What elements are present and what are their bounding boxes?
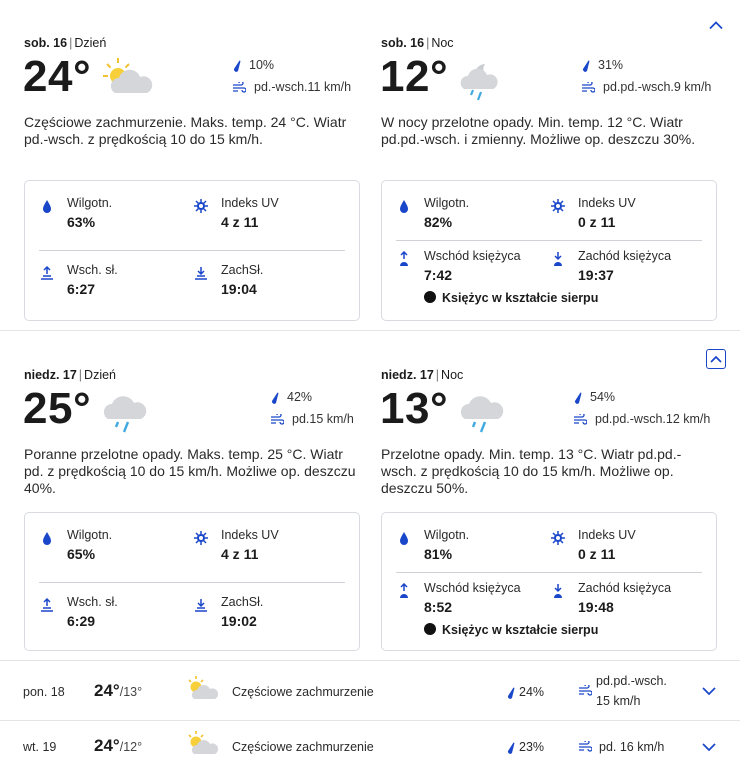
precip-chance: 10% [232, 58, 274, 72]
chevron-down-icon[interactable] [700, 738, 718, 756]
forecast-row-mon[interactable] [0, 661, 740, 719]
precip-chance: 54% [573, 390, 615, 404]
raindrop-icon [506, 687, 515, 699]
row-date: wt. 19 [23, 740, 57, 754]
day-section-sat [0, 0, 740, 330]
moon-phase-icon [424, 623, 436, 635]
wind-icon [581, 82, 595, 93]
partly-cloudy-sun-icon [186, 675, 220, 703]
humidity-icon [39, 530, 55, 546]
row-temps: 24°/12° [94, 736, 143, 755]
forecast-description: W nocy przelotne opady. Min. temp. 12 °C. Wiatr pd.pd.-wsch. i zmienny. Możliwe op. deszczu 30%. [381, 114, 696, 147]
forecast-description: Przelotne opady. Min. temp. 13 °C. Wiatr pd.pd.-wsch. z prędkością 10 do 15 km/h. Możliwe op. deszczu 50%. [381, 446, 682, 496]
details-card: Wilgotn. 82% Indeks UV 0 z 11 Wschód księżyca 7:42 Zachód księżyca 19:37 Księżyc w kształcie sierpu [381, 180, 717, 321]
raindrop-icon [232, 60, 241, 72]
wind-icon [270, 414, 284, 425]
temperature: 25° [23, 384, 92, 433]
row-wind: pd.pd.-wsch. 15 km/h [596, 674, 667, 708]
wind-info: pd.pd.-wsch.12 km/h [573, 412, 710, 426]
moonset-icon [550, 583, 566, 599]
card-divider [396, 572, 702, 573]
row-condition: Częściowe zachmurzenie [232, 740, 374, 754]
collapse-button[interactable] [706, 349, 726, 369]
partly-cloudy-sun-icon [102, 56, 154, 102]
sunrise-icon [39, 597, 55, 613]
raindrop-icon [270, 392, 279, 404]
temperature: 24° [23, 52, 92, 101]
forecast-row-tue[interactable] [0, 721, 740, 768]
night-cloud-rain-icon [459, 56, 511, 102]
row-date: pon. 18 [23, 685, 65, 699]
details-card: Wilgotn. 63% Indeks UV 4 z 11 Wsch. sł. 6:27 ZachSł. 19:04 [24, 180, 360, 321]
day-panel [24, 368, 360, 668]
uv-sun-icon [193, 530, 209, 546]
night-panel [381, 36, 717, 336]
row-condition: Częściowe zachmurzenie [232, 685, 374, 699]
forecast-description: Częściowe zachmurzenie. Maks. temp. 24 °C. Wiatr pd.-wsch. z prędkością 10 do 15 km/h. [24, 114, 347, 147]
wind-info: pd.pd.-wsch.9 km/h [581, 80, 711, 94]
collapse-button[interactable] [706, 15, 726, 35]
panel-header: sob. 16 | Dzień [24, 36, 107, 50]
cloud-rain-icon [459, 388, 511, 434]
moonrise-icon [396, 583, 412, 599]
wind-icon [232, 82, 246, 93]
wind-icon [573, 414, 587, 425]
night-panel [381, 368, 717, 668]
temperature: 12° [380, 52, 449, 101]
panel-header: niedz. 17 | Noc [381, 368, 464, 382]
chevron-down-icon[interactable] [700, 682, 718, 700]
panel-header: niedz. 17 | Dzień [24, 368, 117, 382]
day-panel [24, 36, 360, 336]
moonset-icon [550, 251, 566, 267]
details-card: Wilgotn. 81% Indeks UV 0 z 11 Wschód księżyca 8:52 Zachód księżyca 19:48 Księżyc w kształcie sierpu [381, 512, 717, 651]
wind-info: pd.-wsch.11 km/h [232, 80, 351, 94]
moon-phase: Księżyc w kształcie sierpu [424, 291, 598, 305]
row-precip: 24% [506, 685, 544, 699]
humidity-icon [39, 198, 55, 214]
sunset-icon [193, 265, 209, 281]
raindrop-icon [506, 742, 515, 754]
sunset-icon [193, 597, 209, 613]
uv-sun-icon [550, 530, 566, 546]
moon-phase: Księżyc w kształcie sierpu [424, 623, 598, 637]
row-wind: pd. 16 km/h [599, 740, 665, 754]
raindrop-icon [573, 392, 582, 404]
partly-cloudy-sun-icon [186, 730, 220, 758]
raindrop-icon [581, 60, 590, 72]
precip-chance: 42% [270, 390, 312, 404]
day-section-sun [0, 330, 740, 660]
wind-icon [578, 685, 592, 696]
card-divider [39, 582, 345, 583]
cloud-rain-icon [102, 388, 154, 434]
moon-phase-icon [424, 291, 436, 303]
wind-icon [578, 741, 592, 752]
sunrise-icon [39, 265, 55, 281]
uv-sun-icon [193, 198, 209, 214]
panel-header: sob. 16 | Noc [381, 36, 454, 50]
row-temps: 24°/13° [94, 681, 143, 700]
moonrise-icon [396, 251, 412, 267]
card-divider [39, 250, 345, 251]
details-card: Wilgotn. 65% Indeks UV 4 z 11 Wsch. sł. 6:29 ZachSł. 19:02 [24, 512, 360, 651]
card-divider [396, 240, 702, 241]
forecast-description: Poranne przelotne opady. Maks. temp. 25 °C. Wiatr pd. z prędkością 10 do 15 km/h. Możliwe op. deszczu 40%. [24, 446, 356, 496]
temperature: 13° [380, 384, 449, 433]
row-precip: 23% [506, 740, 544, 754]
uv-sun-icon [550, 198, 566, 214]
humidity-icon [396, 198, 412, 214]
wind-info: pd.15 km/h [270, 412, 354, 426]
humidity-icon [396, 530, 412, 546]
precip-chance: 31% [581, 58, 623, 72]
